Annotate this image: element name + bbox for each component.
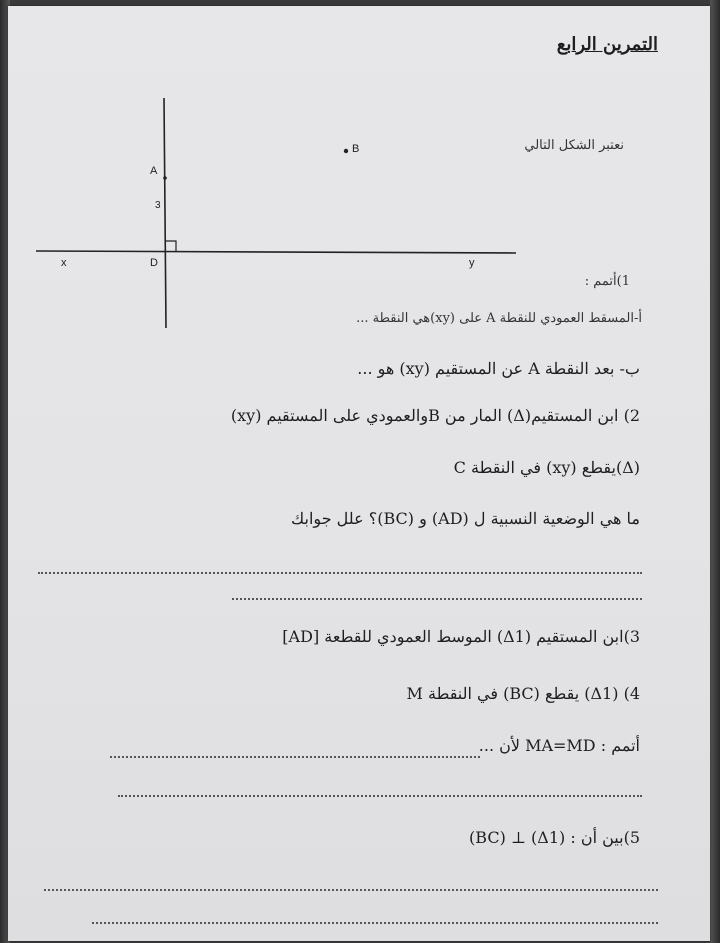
label-y: y xyxy=(469,257,475,269)
label-D: D xyxy=(150,257,158,269)
q4-line2: أتمم : MA=MD لأن ... xyxy=(478,736,640,755)
point-B xyxy=(344,149,348,153)
answer-line-6 xyxy=(92,922,658,924)
answer-line-5 xyxy=(44,889,658,891)
q1-part-b: ب- بعد النقطة A عن المستقيم (xy) هو ... xyxy=(357,359,640,378)
q1-part-a: أ-المسقط العمودي للنقطة A على (xy)هي النقطة ... xyxy=(356,311,642,326)
geometry-figure xyxy=(30,90,530,335)
q4-line1: 4) (Δ1) يقطع (BC) في النقطة M xyxy=(406,684,640,703)
point-A-mark xyxy=(163,176,167,180)
photo-edge-right xyxy=(710,0,720,943)
intro-text: نعتبر الشكل التالي xyxy=(524,138,624,153)
line-xy xyxy=(36,251,516,253)
label-distance-3: 3 xyxy=(155,200,161,211)
answer-line-3 xyxy=(110,756,480,758)
answer-line-2 xyxy=(232,598,642,600)
q2-line1: 2) ابن المستقيم(Δ) المار من Bوالعمودي على المستقيم (xy) xyxy=(230,406,640,425)
label-A: A xyxy=(150,165,158,177)
exercise-title: التمرين الرابع xyxy=(556,34,658,55)
q2-line2: (Δ)يقطع (xy) في النقطة C xyxy=(453,458,640,477)
q5-text: 5)بين أن : (Δ1) ⊥ (BC) xyxy=(469,828,640,847)
right-angle-mark xyxy=(165,241,176,252)
label-B: B xyxy=(352,143,360,155)
label-x: x xyxy=(61,257,67,269)
perpendicular-line xyxy=(164,98,166,328)
answer-line-1 xyxy=(38,572,642,574)
q2-line3: ما هي الوضعية النسبية ل (AD) و (BC)؟ علل جوابك xyxy=(291,509,640,528)
q3-text: 3)ابن المستقيم (Δ1) الموسط العمودي للقطعة [AD] xyxy=(282,627,640,646)
answer-line-4 xyxy=(118,795,642,797)
q1-heading: 1)أتمم : xyxy=(584,274,630,289)
